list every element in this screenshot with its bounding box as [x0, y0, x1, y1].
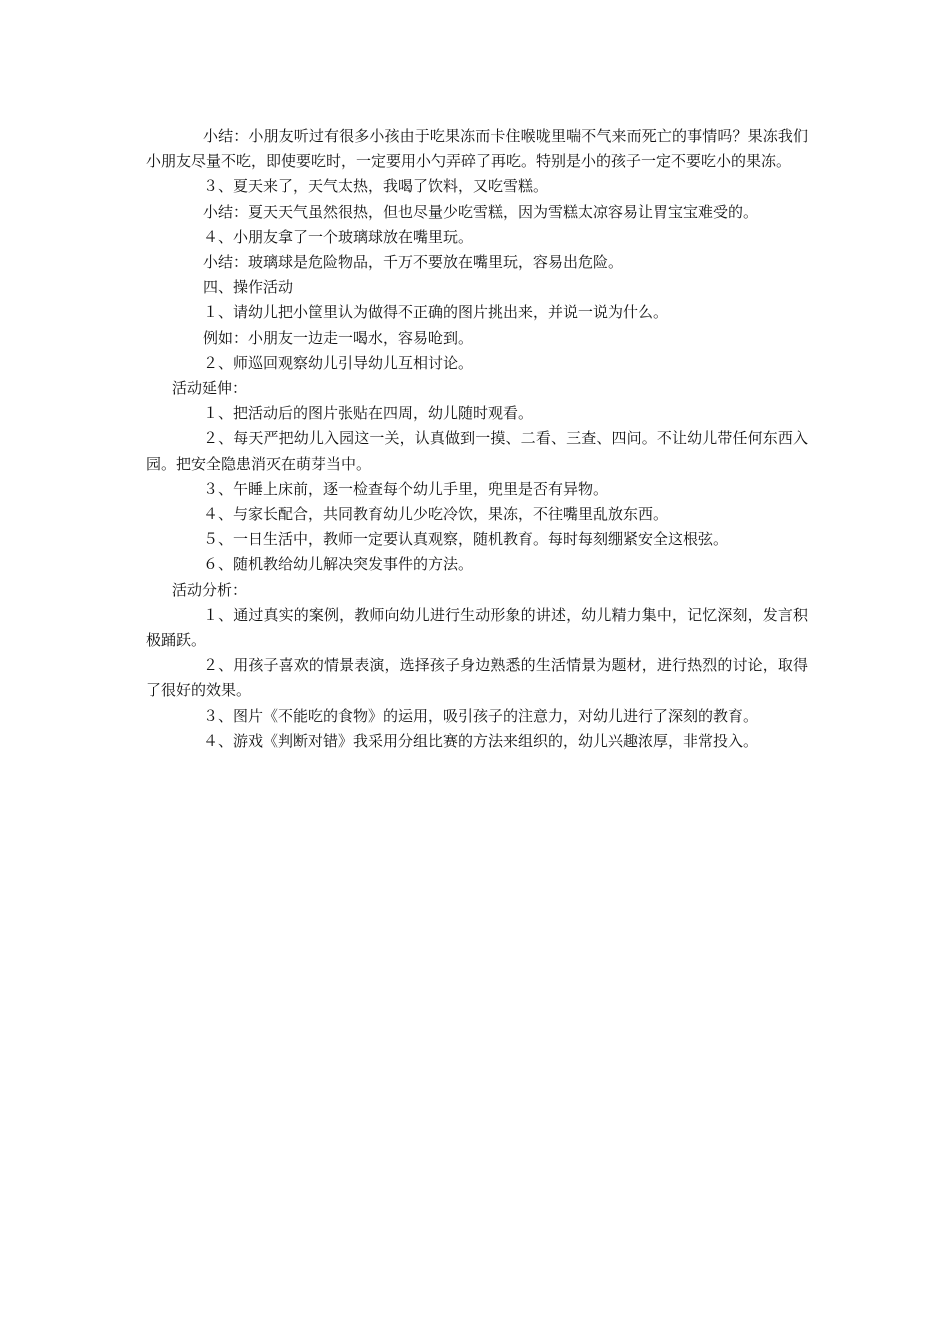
paragraph-extension-1: １、把活动后的图片张贴在四周，幼儿随时观看。	[203, 404, 534, 423]
paragraph-analysis-1: １、通过真实的案例，教师向幼儿进行生动形象的讲述，幼儿精力集中，记忆深刻，发言积极踊跃。	[146, 605, 808, 650]
paragraph-operation-1: １、请幼儿把小筐里认为做得不正确的图片挑出来，并说一说为什么。	[203, 303, 669, 322]
paragraph-item-3-summer: ３、夏天来了，天气太热，我喝了饮料，又吃雪糕。	[203, 177, 549, 196]
paragraph-extension-2: ２、每天严把幼儿入园这一关，认真做到一摸、二看、三查、四问。不让幼儿带任何东西入园。把安全隐患消灭在萌芽当中。	[146, 429, 808, 473]
section-heading-activity-extension: 活动延伸：	[172, 379, 248, 398]
paragraph-operation-2: ２、师巡回观察幼儿引导幼儿互相讨论。	[203, 353, 474, 372]
paragraph-summary-icecream: 小结：夏天天气虽然很热，但也尽量少吃雪糕，因为雪糕太凉容易让胃宝宝难受的。	[203, 202, 759, 221]
paragraph-example: 例如：小朋友一边走一喝水，容易呛到。	[203, 328, 474, 347]
paragraph-extension-5: ５、一日生活中，教师一定要认真观察，随机教育。每时每刻绷紧安全这根弦。	[203, 530, 729, 549]
paragraph-summary-jelly: 小结：小朋友听过有很多小孩由于吃果冻而卡住喉咙里喘不气来而死亡的事情吗？果冻我们小朋友尽量不吃，即使要吃时，一定要用小勺弄碎了再吃。特别是小的孩子一定不要吃小的果冻。	[146, 127, 808, 171]
document-page	[146, 124, 808, 754]
paragraph-summary-glass-ball: 小结：玻璃球是危险物品，千万不要放在嘴里玩，容易出危险。	[203, 253, 624, 272]
paragraph-analysis-4: ４、游戏《判断对错》我采用分组比赛的方法来组织的，幼儿兴趣浓厚，非常投入。	[203, 731, 759, 750]
paragraph-analysis-2: ２、用孩子喜欢的情景表演，选择孩子身边熟悉的生活情景为题材，进行热烈的讨论，取得了很好的效果。	[146, 656, 808, 700]
paragraph-extension-3: ３、午睡上床前，逐一检查每个幼儿手里，兜里是否有异物。	[203, 479, 609, 498]
section-heading-activity-analysis: 活动分析：	[172, 580, 248, 599]
paragraph-item-4-glass-ball: ４、小朋友拿了一个玻璃球放在嘴里玩。	[203, 227, 474, 246]
paragraph-extension-4: ４、与家长配合，共同教育幼儿少吃冷饮，果冻，不往嘴里乱放东西。	[203, 505, 669, 524]
paragraph-analysis-3: ３、图片《不能吃的食物》的运用，吸引孩子的注意力，对幼儿进行了深刻的教育。	[203, 706, 759, 725]
paragraph-extension-6: ６、随机教给幼儿解决突发事件的方法。	[203, 555, 474, 574]
section-heading-operation-activity: 四、操作活动	[203, 278, 294, 297]
